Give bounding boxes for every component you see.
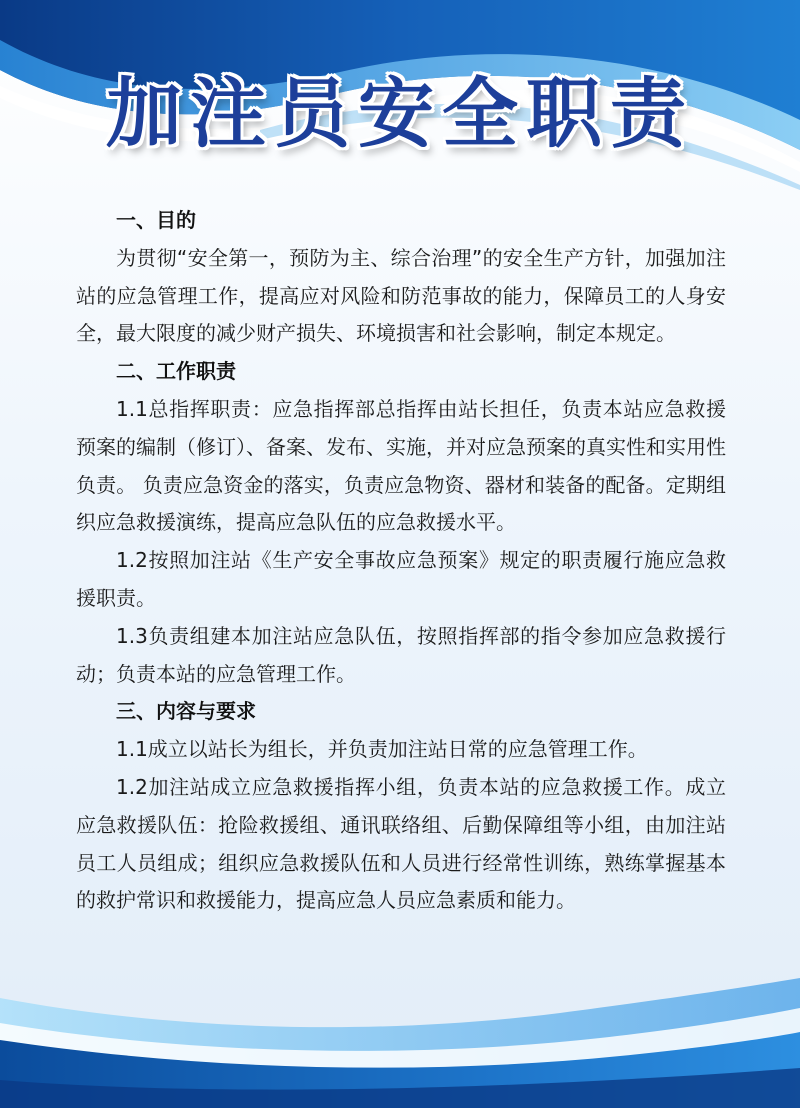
section-paragraph: 1.2按照加注站《生产安全事故应急预案》规定的职责履行施应急救援职责。 (76, 548, 726, 610)
bottom-wave-decoration (0, 968, 800, 1108)
section-paragraph: 为贯彻“安全第一，预防为主、综合治理”的安全生产方针，加强加注站的应急管理工作，提高应对风险和防范事故的能力，保障员工的人身安全，最大限度的减少财产损失、环境损害和社会影响，制定本规定。 (76, 245, 726, 346)
section-paragraph: 1.3负责组建本加注站应急队伍，按照指挥部的指令参加应急救援行动；负责本站的应急管理工作。 (76, 623, 726, 686)
section-paragraph: 1.1成立以站长为组长，并负责加注站日常的应急管理工作。 (116, 737, 648, 762)
section-heading-duties: 二、工作职责 (116, 359, 236, 384)
section-paragraph: 1.2加注站成立应急救援指挥小组，负责本站的应急救援工作。成立应急救援队伍：抢险救援组、通讯联络组、后勤保障组等小组，由加注站员工人员组成；组织应急救援队伍和人员进行经常性训练，熟练掌握基本的救护常识和救援能力，提高应急人员应急素质和能力。 (76, 774, 726, 913)
section-heading-requirements: 三、内容与要求 (116, 699, 256, 724)
section-paragraph: 1.1总指挥职责：应急指挥部总指挥由站长担任，负责本站应急救援预案的编制（修订）、备案、发布、实施，并对应急预案的真实性和实用性负责。 负责应急资金的落实，负责应急物资、器材和装备的配备。定期组织应急救援演练，提高应急队伍的应急救援水平。 (76, 396, 726, 535)
poster-title: 加注员安全职责 (106, 69, 694, 158)
section-heading-purpose: 一、目的 (116, 208, 196, 232)
poster-content (76, 202, 726, 920)
